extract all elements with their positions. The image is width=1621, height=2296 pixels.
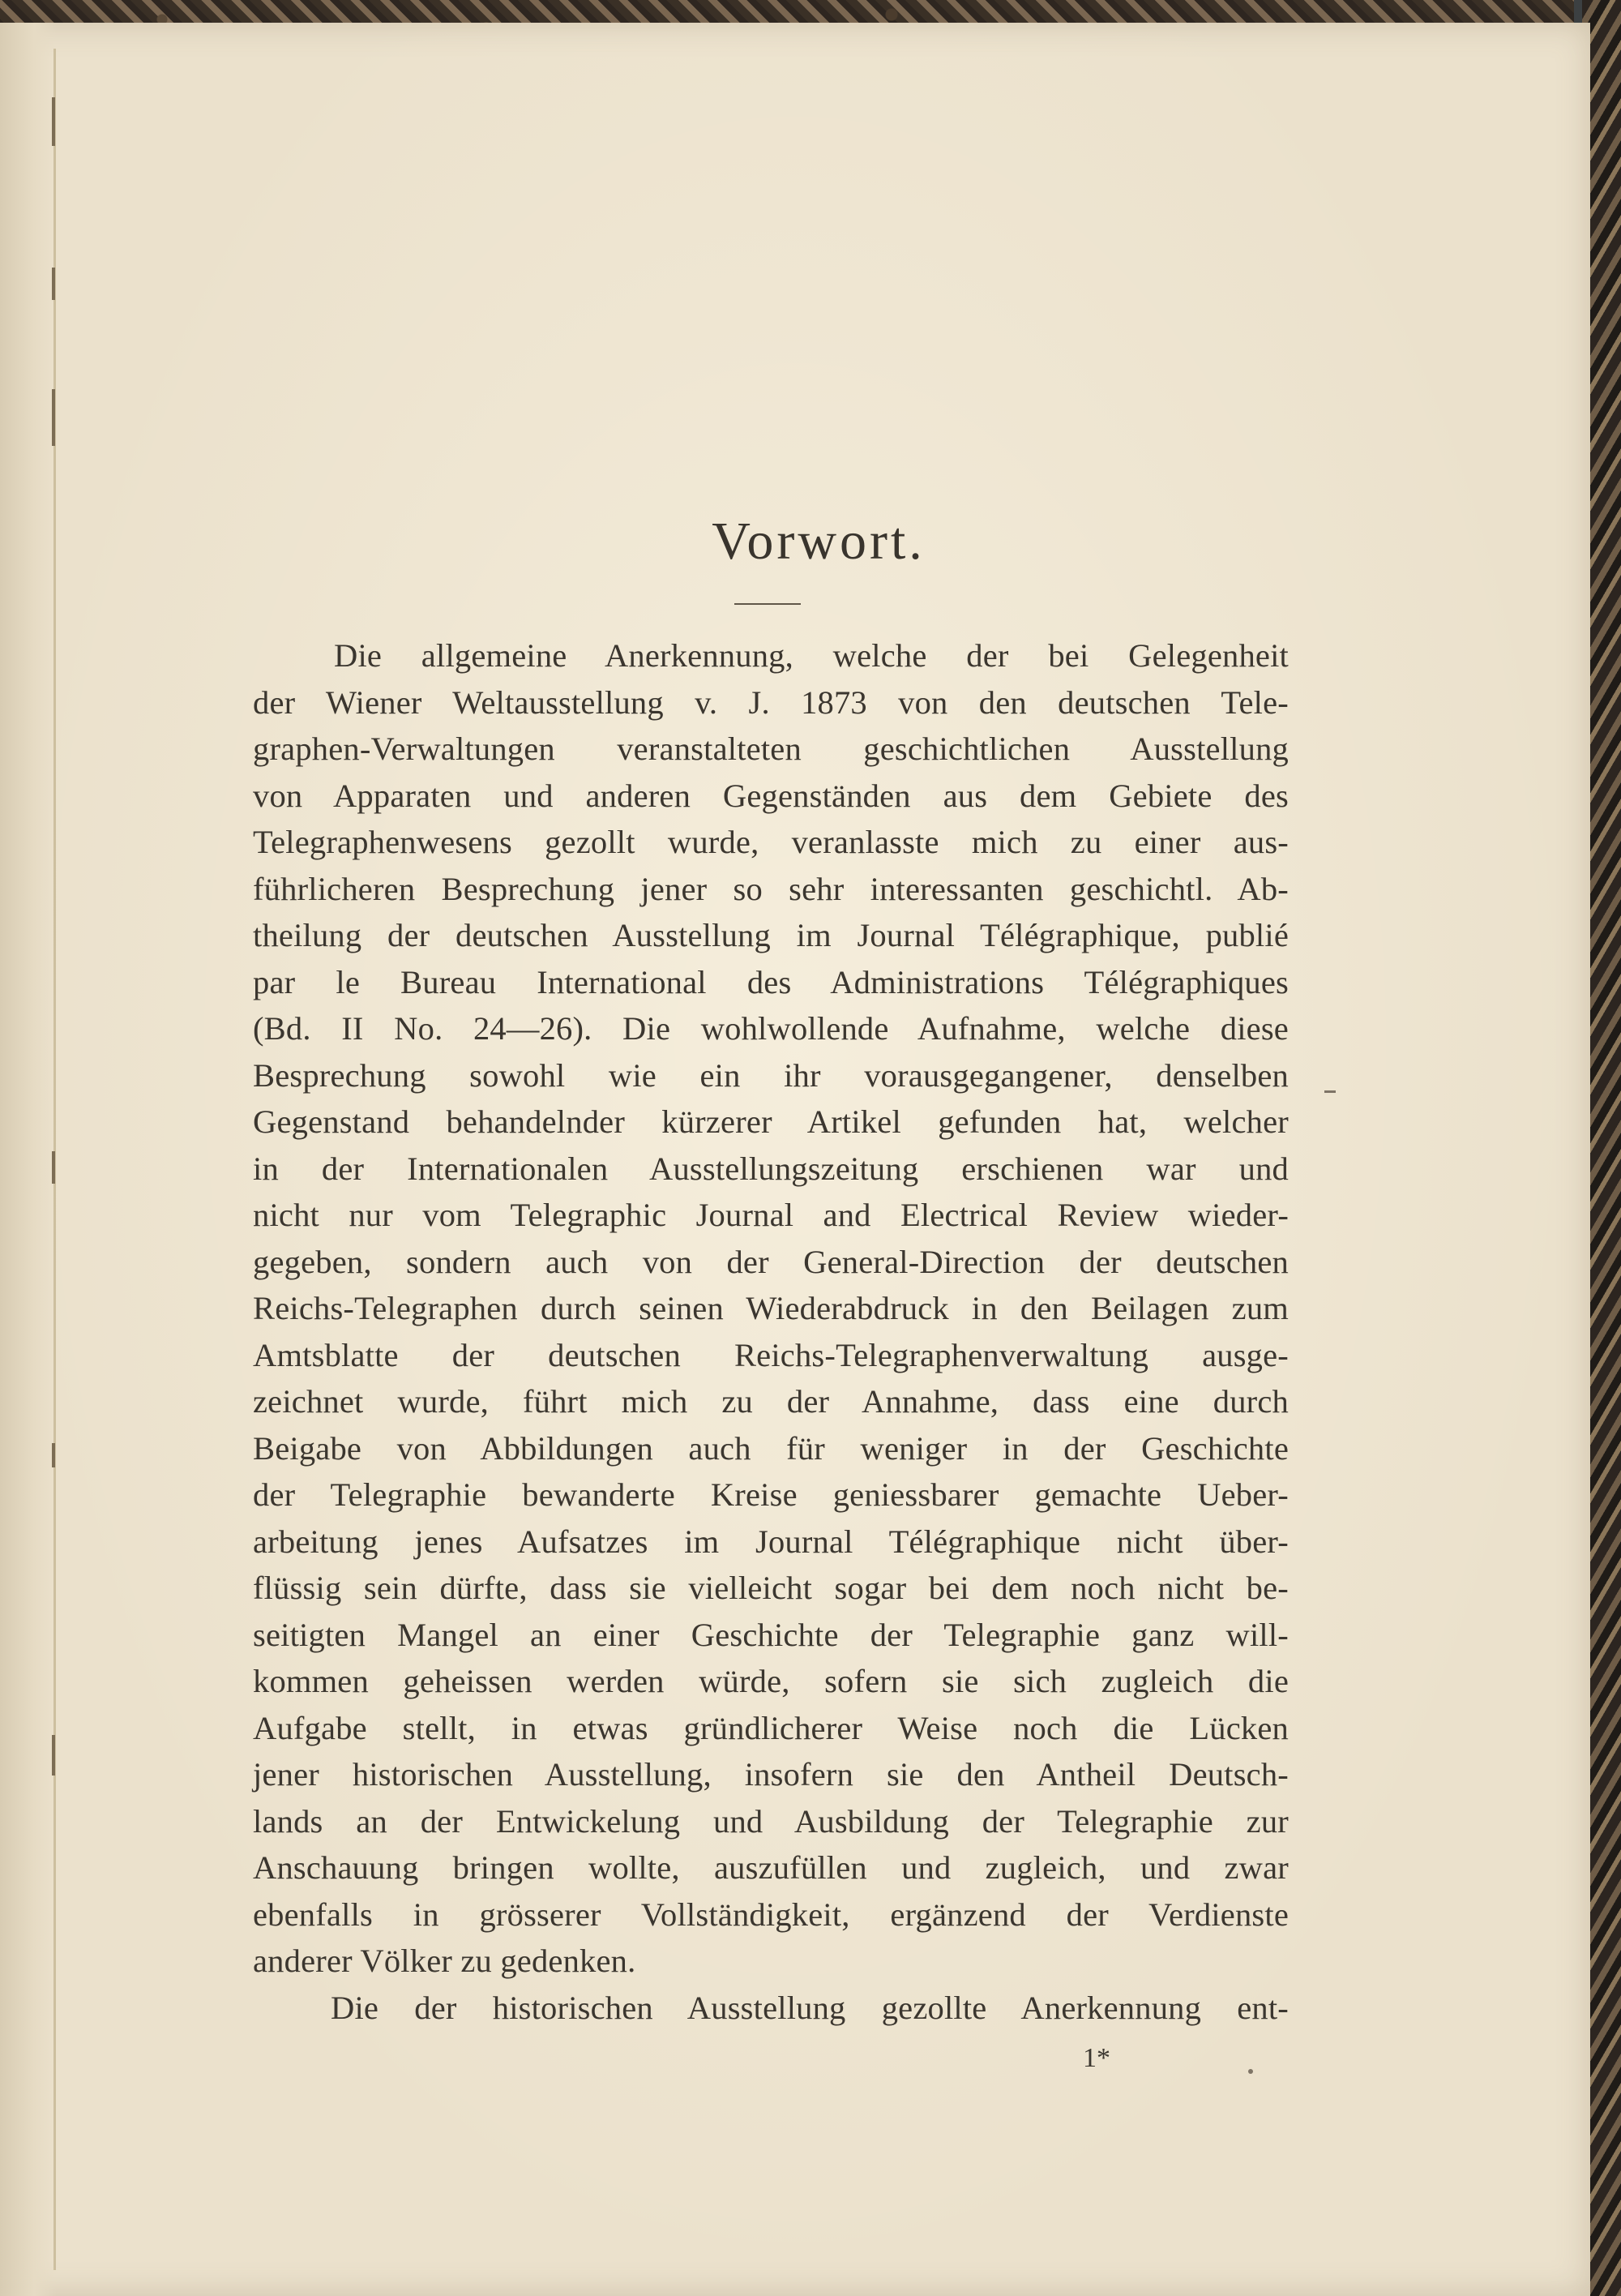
text-line: führlicheren Besprechung jener so sehr interessanten geschichtl. Ab- <box>253 870 1289 907</box>
text-line: lands an der Entwickelung und Ausbildung der Telegraphie zur <box>253 1802 1289 1840</box>
text-line: Besprechung sowohl wie ein ihr vorausgegangener, denselben <box>253 1056 1289 1094</box>
title-rule <box>734 603 801 605</box>
text-line: Amtsblatte der deutschen Reichs-Telegraphenverwaltung ausge- <box>253 1336 1289 1373</box>
margin-mark <box>52 1735 55 1776</box>
page-title: Vorwort. <box>712 512 926 571</box>
text-line: der Wiener Weltausstellung v. J. 1873 von den deutschen Tele- <box>253 683 1289 721</box>
text-line: der Telegraphie bewanderte Kreise geniessbarer gemachte Ueber- <box>253 1476 1289 1513</box>
text-line: zeichnet wurde, führt mich zu der Annahme, dass eine durch <box>253 1383 1289 1420</box>
text-line: par le Bureau International des Administrations Télégraphiques <box>253 963 1289 1000</box>
text-line: seitigten Mangel an einer Geschichte der Telegraphie ganz will- <box>253 1616 1289 1653</box>
text-line: jener historischen Ausstellung, insofern sie den Antheil Deutsch- <box>253 1756 1289 1793</box>
text-line: Beigabe von Abbildungen auch für weniger in der Geschichte <box>253 1429 1289 1467</box>
text-line: kommen geheissen werden würde, sofern sie sich zugleich die <box>253 1663 1289 1699</box>
text-line: ebenfalls in grösserer Vollständigkeit, ergänzend der Verdienste <box>253 1895 1289 1933</box>
text-line: anderer Völker zu gedenken. <box>253 1943 636 1979</box>
text-line: nicht nur vom Telegraphic Journal and Electrical Review wieder- <box>253 1197 1289 1233</box>
text-line: flüssig sein dürfte, dass sie vielleicht sogar bei dem noch nicht be- <box>253 1570 1289 1606</box>
text-line: gegeben, sondern auch von der General-Direction der deutschen <box>253 1243 1289 1280</box>
stray-mark <box>1248 2069 1253 2074</box>
margin-mark <box>52 389 55 446</box>
binding-gutter <box>0 23 57 2296</box>
text-line: arbeitung jenes Aufsatzes im Journal Télégraphique nicht über- <box>253 1523 1289 1560</box>
text-line: Die allgemeine Anerkennung, welche der bei Gelegenheit <box>334 637 1289 674</box>
text-line: Anschauung bringen wollte, auszufüllen und zugleich, und zwar <box>253 1849 1289 1886</box>
text-line: Die der historischen Ausstellung gezollte Anerkennung ent- <box>331 1989 1289 2026</box>
text-line: Reichs-Telegraphen durch seinen Wiederabdruck in den Beilagen zum <box>253 1290 1289 1326</box>
text-line: von Apparaten und anderen Gegenständen aus dem Gebiete des <box>253 777 1289 814</box>
margin-mark <box>52 268 55 300</box>
text-line: theilung der deutschen Ausstellung im Journal Télégraphique, publié <box>253 917 1289 953</box>
margin-mark <box>52 97 55 146</box>
text-line: Telegraphenwesens gezollt wurde, veranlasste mich zu einer aus- <box>253 824 1289 860</box>
text-line: graphen-Verwaltungen veranstalteten geschichtlichen Ausstellung <box>253 730 1289 767</box>
margin-mark <box>52 1151 55 1184</box>
text-line: Gegenstand behandelnder kürzerer Artikel gefunden hat, welcher <box>253 1103 1289 1140</box>
text-line: in der Internationalen Ausstellungszeitung erschienen war und <box>253 1150 1289 1187</box>
text-line: Aufgabe stellt, in etwas gründlicherer Weise noch die Lücken <box>253 1709 1289 1746</box>
body-text <box>253 632 1289 2031</box>
margin-mark <box>52 1443 55 1467</box>
signature-mark: 1* <box>1083 2043 1110 2073</box>
stray-mark <box>1324 1090 1336 1093</box>
text-line: (Bd. II No. 24—26). Die wohlwollende Aufnahme, welche diese <box>253 1010 1289 1047</box>
